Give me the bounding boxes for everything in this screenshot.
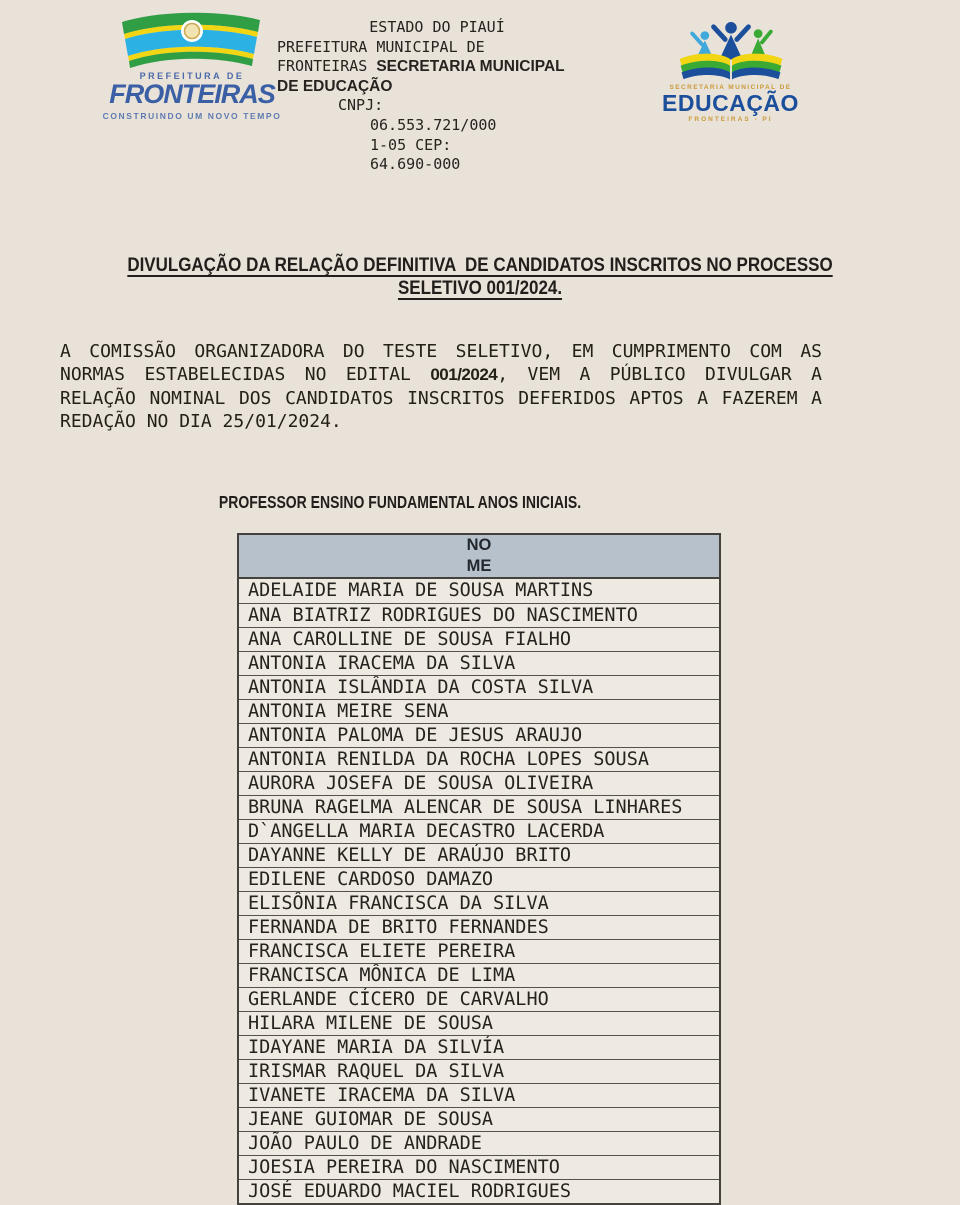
table-header-line2: ME bbox=[466, 557, 492, 575]
table-row: FRANCISCA ELIETE PEREIRA bbox=[239, 939, 719, 963]
table-row: DAYANNE KELLY DE ARAÚJO BRITO bbox=[239, 843, 719, 867]
table-row: IRISMAR RAQUEL DA SILVA bbox=[239, 1059, 719, 1083]
paragraph-text-part2: , VEM A PÚBLICO DIVULGAR A RELAÇÃO NOMINAL DOS CANDIDATOS INSCRITOS DEFERIDOS APTOS A FAZEREM A REDAÇÃO NO DIA 25/01/2024. bbox=[60, 364, 822, 432]
table-row: ADELAIDE MARIA DE SOUSA MARTINS bbox=[248, 580, 594, 601]
table-row: BRUNA RAGELMA ALENCAR DE SOUSA LINHARES bbox=[239, 795, 719, 819]
edital-number-bold: 001/2024 bbox=[430, 365, 498, 385]
education-logo-bottom-label: FRONTEIRAS - PI bbox=[688, 116, 773, 124]
table-row: GERLANDE CÍCERO DE CARVALHO bbox=[239, 987, 719, 1011]
letterhead-text bbox=[277, 18, 597, 175]
cnpj-number-line1: 06.553.721/000 bbox=[370, 115, 497, 134]
municipality-logo-name: FRONTEIRAS bbox=[109, 79, 275, 109]
waving-flag-icon bbox=[92, 10, 292, 68]
table-row: FERNANDA DE BRITO FERNANDES bbox=[239, 915, 719, 939]
education-logo-name: EDUCAÇÃO bbox=[662, 90, 799, 116]
table-row: D`ANGELLA MARIA DECASTRO LACERDA bbox=[239, 819, 719, 843]
letterhead-line4: DE EDUCAÇÃO bbox=[277, 77, 393, 95]
letterhead-state-line: ESTADO DO PIAUÍ bbox=[369, 18, 505, 36]
table-row: ANTONIA RENILDA DA ROCHA LOPES SOUSA bbox=[239, 747, 719, 771]
cnpj-label: CNPJ: bbox=[338, 96, 384, 115]
table-row: JOSÉ EDUARDO MACIEL RODRIGUES bbox=[239, 1179, 719, 1203]
education-logo-top-label: SECRETARIA MUNICIPAL DE bbox=[669, 84, 792, 91]
candidate-list bbox=[239, 579, 719, 1203]
table-header-nome bbox=[239, 535, 719, 579]
cep-number-line: 64.690-000 bbox=[370, 155, 461, 174]
table-row: IVANETE IRACEMA DA SILVA bbox=[239, 1083, 719, 1107]
table-row: ANTONIA PALOMA DE JESUS ARAUJO bbox=[239, 723, 719, 747]
municipality-logo-top-label: PREFEITURA DE bbox=[139, 71, 245, 81]
cnpj-number-line2: 1-05 CEP: bbox=[370, 135, 452, 154]
table-row: JEANE GUIOMAR DE SOUSA bbox=[239, 1107, 719, 1131]
table-row: AURORA JOSEFA DE SOUSA OLIVEIRA bbox=[239, 771, 719, 795]
table-row: IDAYANE MARIA DA SILVÍA bbox=[239, 1035, 719, 1059]
announcement-paragraph bbox=[60, 340, 822, 433]
document-title-line2: SELETIVO 001/2024. bbox=[397, 277, 563, 299]
table-row: ANTONIA IRACEMA DA SILVA bbox=[239, 651, 719, 675]
table-row: ANTONIA MEIRE SENA bbox=[239, 699, 719, 723]
document-title-line1: DIVULGAÇÃO DA RELAÇÃO DEFINITIVA DE CANDIDATOS INSCRITOS NO PROCESSO bbox=[127, 254, 833, 276]
paragraph-text-part1: A COMISSÃO ORGANIZADORA DO TESTE SELETIVO, EM CUMPRIMENTO COM AS NORMAS ESTABELECIDAS NO EDITAL bbox=[60, 341, 822, 386]
table-row: JOÃO PAULO DE ANDRADE bbox=[239, 1131, 719, 1155]
table-row: JOESIA PEREIRA DO NASCIMENTO bbox=[239, 1155, 719, 1179]
table-row: ANA CAROLLINE DE SOUSA FIALHO bbox=[239, 627, 719, 651]
table-row: ELISÔNIA FRANCISCA DA SILVA bbox=[239, 891, 719, 915]
table-header-line1: NO bbox=[466, 536, 492, 554]
table-row: HILARA MILENE DE SOUSA bbox=[239, 1011, 719, 1035]
section-title: PROFESSOR ENSINO FUNDAMENTAL ANOS INICIAIS. bbox=[218, 492, 582, 512]
table-row: ANA BIATRIZ RODRIGUES DO NASCIMENTO bbox=[239, 603, 719, 627]
letterhead-line3-bold: SECRETARIA MUNICIPAL bbox=[376, 58, 565, 76]
candidates-table bbox=[237, 533, 721, 1205]
education-secretariat-logo bbox=[648, 20, 813, 123]
municipality-logo bbox=[92, 10, 292, 121]
open-book-people-icon bbox=[648, 20, 813, 86]
table-row: ANTONIA ISLÂNDIA DA COSTA SILVA bbox=[239, 675, 719, 699]
table-row: EDILENE CARDOSO DAMAZO bbox=[239, 867, 719, 891]
municipality-logo-slogan: CONSTRUINDO UM NOVO TEMPO bbox=[102, 111, 282, 121]
document-title bbox=[0, 254, 960, 300]
letterhead-line3-regular: FRONTEIRAS bbox=[277, 57, 377, 76]
letterhead-line3 bbox=[277, 57, 597, 77]
table-row: FRANCISCA MÔNICA DE LIMA bbox=[239, 963, 719, 987]
letterhead-line2: PREFEITURA MUNICIPAL DE bbox=[277, 37, 485, 56]
